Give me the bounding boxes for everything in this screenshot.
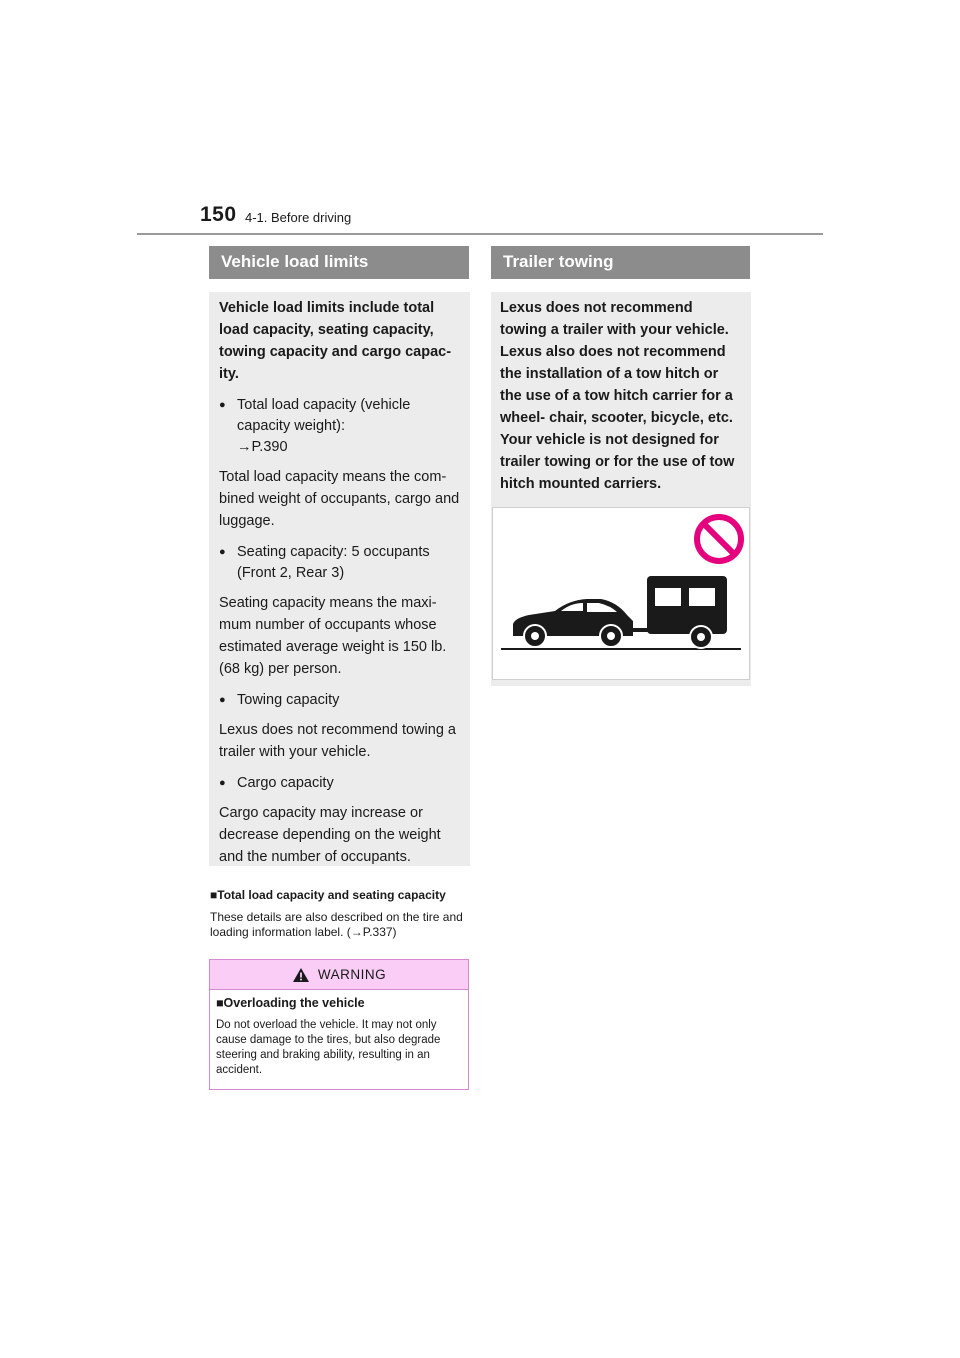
car-towing-trailer-illustration <box>493 508 749 679</box>
warning-triangle-icon <box>292 967 310 983</box>
warning-text: Do not overload the vehicle. It may not only cause damage to the tires, but also degrade steering and braking ability, resulting in an accident. <box>216 1019 441 1076</box>
total-load-description: Total load capacity means the com- bined weight of occupants, cargo and luggage. <box>219 469 460 529</box>
vehicle-load-box <box>209 292 470 866</box>
bullet-cargo-capacity: ● Cargo capacity <box>219 773 460 794</box>
seating-capacity-description: Seating capacity means the maxi- mum number of occupants whose estimated average weight is 150 lb. (68 kg) per person. <box>219 595 447 677</box>
bullet-towing-capacity: ● Towing capacity <box>219 690 460 711</box>
vehicle-load-title-bar: Vehicle load limits <box>209 246 469 279</box>
warning-title: ■Overloading the vehicle <box>216 996 365 1010</box>
trailer-illustration <box>492 507 750 680</box>
note-heading: ■Total load capacity and seating capacity <box>210 888 446 902</box>
cargo-capacity-description: Cargo capacity may increase or decrease depending on the weight and the number of occupants. <box>219 805 441 865</box>
section-label: 4-1. Before driving <box>245 210 352 225</box>
trailer-towing-title-bar: Trailer towing <box>491 246 750 279</box>
prohibition-icon <box>697 517 741 561</box>
vehicle-load-intro: Vehicle load limits include total load capacity, seating capacity, towing capacity and cargo capac- ity. <box>219 300 452 382</box>
warning-box <box>209 959 469 1090</box>
bullet-label: Total load capacity (vehicle capacity weight): <box>237 397 411 434</box>
warning-label: WARNING <box>317 967 387 982</box>
header-rule <box>137 233 823 235</box>
warning-header <box>210 960 468 990</box>
page-number: 150 <box>200 203 237 226</box>
towing-capacity-description: Lexus does not recommend towing a trailer with your vehicle. <box>219 722 456 760</box>
note-body: These details are also described on the tire and loading information label. (→P.337) <box>210 910 463 939</box>
bullet-total-load <box>219 395 460 458</box>
trailer-towing-text: Lexus does not recommend towing a trailer with your vehicle. Lexus also does not recommend the installation of a tow hitch or the use of a tow hitch carrier for a wheel- chair, scooter, bicycle, etc. Your vehicle is not designed for trailer towing or for the use of tow hitch mounted carriers. <box>500 300 735 492</box>
page-reference: →P.390 <box>237 439 288 455</box>
bullet-seating-capacity: ● Seating capacity: 5 occupants (Front 2, Rear 3) <box>219 542 460 584</box>
